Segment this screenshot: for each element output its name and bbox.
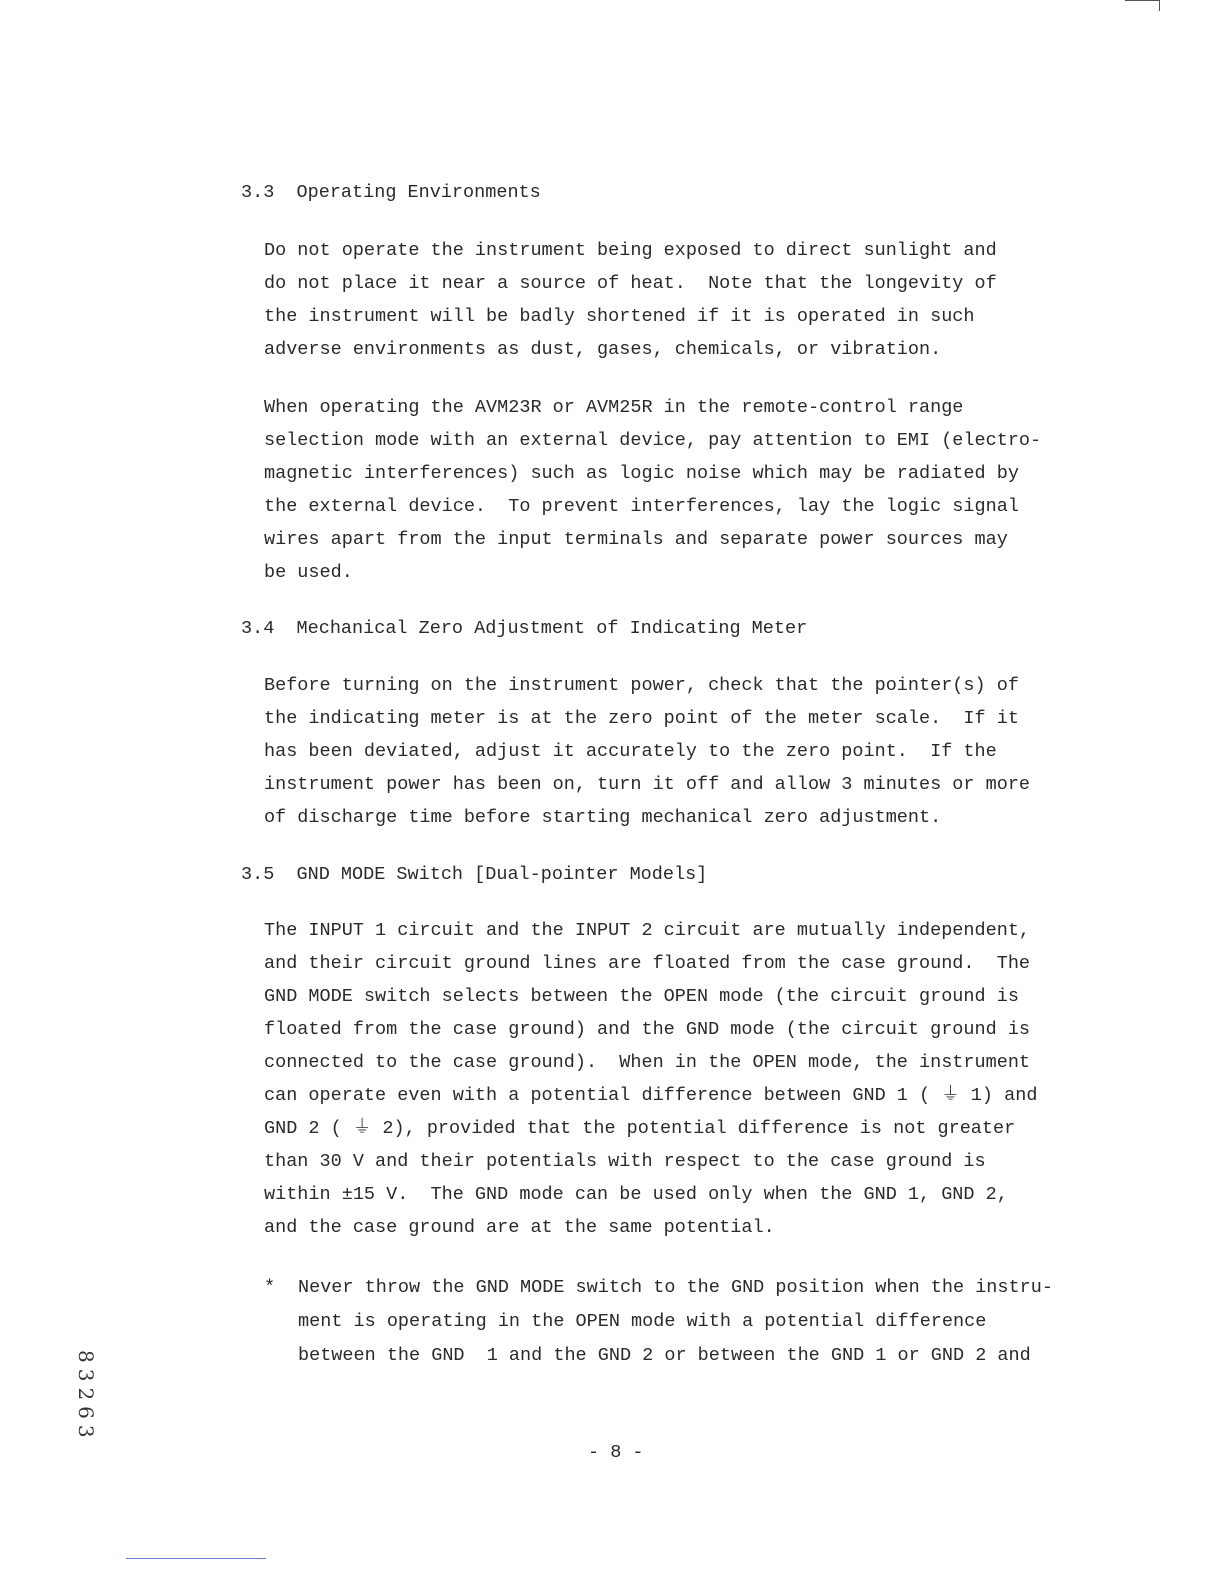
section-3-4-heading: 3.4 Mechanical Zero Adjustment of Indicating Meter xyxy=(241,618,808,639)
page-number: - 8 - xyxy=(588,1442,644,1463)
text-line: can operate even with a potential difference between GND 1 ( ⏚ 1) and xyxy=(264,1085,1038,1106)
text-line: magnetic interferences) such as logic noise which may be radiated by xyxy=(264,463,1019,484)
text-line: instrument power has been on, turn it off and allow 3 minutes or more xyxy=(264,774,1031,795)
text-line: of discharge time before starting mechanical zero adjustment. xyxy=(264,807,942,828)
text-line: Never throw the GND MODE switch to the GND position when the instru- xyxy=(298,1277,1053,1298)
section-3-3-paragraph-1 xyxy=(264,234,1094,366)
text-line: within ±15 V. The GND mode can be used only when the GND 1, GND 2, xyxy=(264,1184,1008,1205)
text-line: floated from the case ground) and the GND mode (the circuit ground is xyxy=(264,1019,1031,1040)
text-line: do not place it near a source of heat. Note that the longevity of xyxy=(264,273,997,294)
text-line: and the case ground are at the same potential. xyxy=(264,1217,775,1238)
text-line: Before turning on the instrument power, check that the pointer(s) of xyxy=(264,675,1019,696)
text-line: GND 2 ( ⏚ 2), provided that the potential difference is not greater xyxy=(264,1118,1016,1139)
note-body xyxy=(298,1271,1053,1373)
text-line: connected to the case ground). When in the OPEN mode, the instrument xyxy=(264,1052,1031,1073)
text-line: be used. xyxy=(264,562,353,583)
text-line: wires apart from the input terminals and separate power sources may xyxy=(264,529,1008,550)
text-line: The INPUT 1 circuit and the INPUT 2 circuit are mutually independent, xyxy=(264,920,1031,941)
section-3-5-paragraph xyxy=(264,914,1094,1244)
text-line: Do not operate the instrument being exposed to direct sunlight and xyxy=(264,240,997,261)
note-bullet: * xyxy=(264,1277,276,1298)
text-line: and their circuit ground lines are floated from the case ground. The xyxy=(264,953,1031,974)
text-line: the instrument will be badly shortened if it is operated in such xyxy=(264,306,975,327)
text-line: has been deviated, adjust it accurately to the zero point. If the xyxy=(264,741,997,762)
section-3-4-paragraph xyxy=(264,669,1094,834)
bottom-rule xyxy=(126,1558,266,1559)
section-3-3-heading: 3.3 Operating Environments xyxy=(241,182,541,203)
text-line: the indicating meter is at the zero point of the meter scale. If it xyxy=(264,708,1019,729)
text-line: the external device. To prevent interferences, lay the logic signal xyxy=(264,496,1019,517)
text-line: When operating the AVM23R or AVM25R in the remote-control range xyxy=(264,397,964,418)
text-line: GND MODE switch selects between the OPEN mode (the circuit ground is xyxy=(264,986,1019,1007)
text-line: ment is operating in the OPEN mode with a potential difference xyxy=(298,1311,987,1332)
handwritten-number: 83263 xyxy=(74,1350,98,1444)
text-line: than 30 V and their potentials with respect to the case ground is xyxy=(264,1151,986,1172)
margin-handwriting xyxy=(0,1350,98,1444)
section-3-3-paragraph-2 xyxy=(264,391,1094,589)
text-line: adverse environments as dust, gases, chemicals, or vibration. xyxy=(264,339,942,360)
section-3-5-heading: 3.5 GND MODE Switch [Dual-pointer Models] xyxy=(241,864,708,885)
corner-mark xyxy=(1125,0,1160,11)
text-line: between the GND 1 and the GND 2 or between the GND 1 or GND 2 and xyxy=(298,1345,1031,1366)
text-line: selection mode with an external device, pay attention to EMI (electro- xyxy=(264,430,1042,451)
